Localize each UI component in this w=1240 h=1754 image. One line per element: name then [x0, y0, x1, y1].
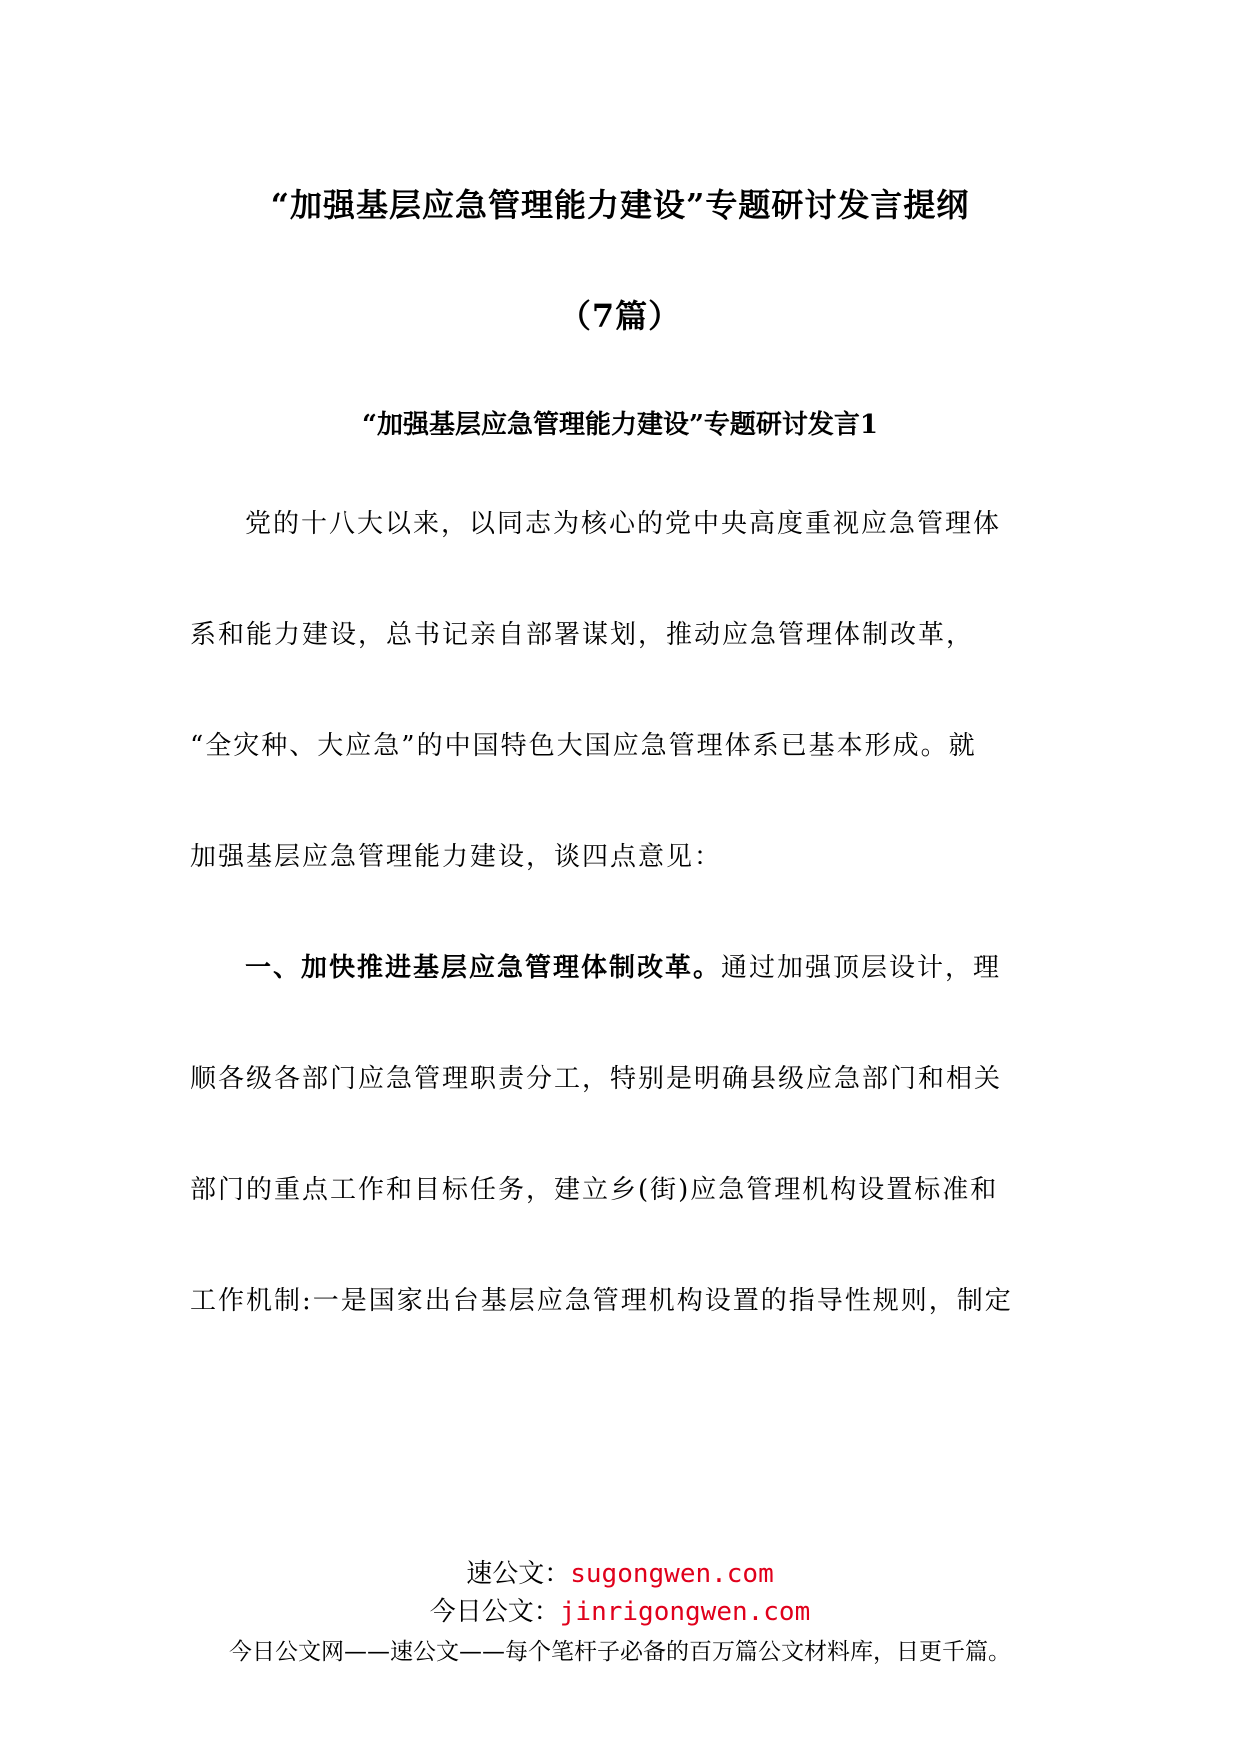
footer-line-jinrigongwen [0, 1591, 1240, 1628]
footer-link-sugongwen[interactable]: sugongwen.com [570, 1559, 774, 1589]
footer-link-jinrigongwen[interactable]: jinrigongwen.com [559, 1597, 811, 1627]
footer-label: 速公文： [466, 1559, 571, 1589]
footer-slogan: 今日公文网——速公文——每个笔杆子必备的百万篇公文材料库，日更千篇。 [229, 1639, 1011, 1665]
footer-label: 今日公文： [429, 1597, 560, 1627]
document-title: “加强基层应急管理能力建设”专题研讨发言提纲 [270, 186, 970, 224]
paragraph-line: 加强基层应急管理能力建设，谈四点意见： [190, 842, 723, 872]
footer-line-sugongwen [0, 1553, 1240, 1590]
point-text: 通过加强顶层设计，理 [721, 953, 1002, 983]
paragraph-line: 顺各级各部门应急管理职责分工，特别是明确县级应急部门和相关 [190, 1064, 1003, 1094]
paragraph-line: 党的十八大以来，以同志为核心的党中央高度重视应急管理体 [245, 509, 1002, 539]
paragraph-line: 系和能力建设，总书记亲自部署谋划，推动应急管理体制改革， [190, 620, 975, 650]
point-heading: 一、加快推进基层应急管理体制改革。 [245, 953, 722, 983]
paragraph-line: 部门的重点工作和目标任务，建立乡(街)应急管理机构设置标准和 [190, 1175, 999, 1205]
section-heading: “加强基层应急管理能力建设”专题研讨发言1 [361, 410, 878, 440]
document-title-count: （7篇） [558, 297, 682, 335]
paragraph-line [245, 947, 1105, 984]
paragraph-line: “全灾种、大应急”的中国特色大国应急管理体系已基本形成。就 [190, 731, 977, 761]
paragraph-line: 工作机制:一是国家出台基层应急管理机构设置的指导性规则，制定 [190, 1286, 1013, 1316]
